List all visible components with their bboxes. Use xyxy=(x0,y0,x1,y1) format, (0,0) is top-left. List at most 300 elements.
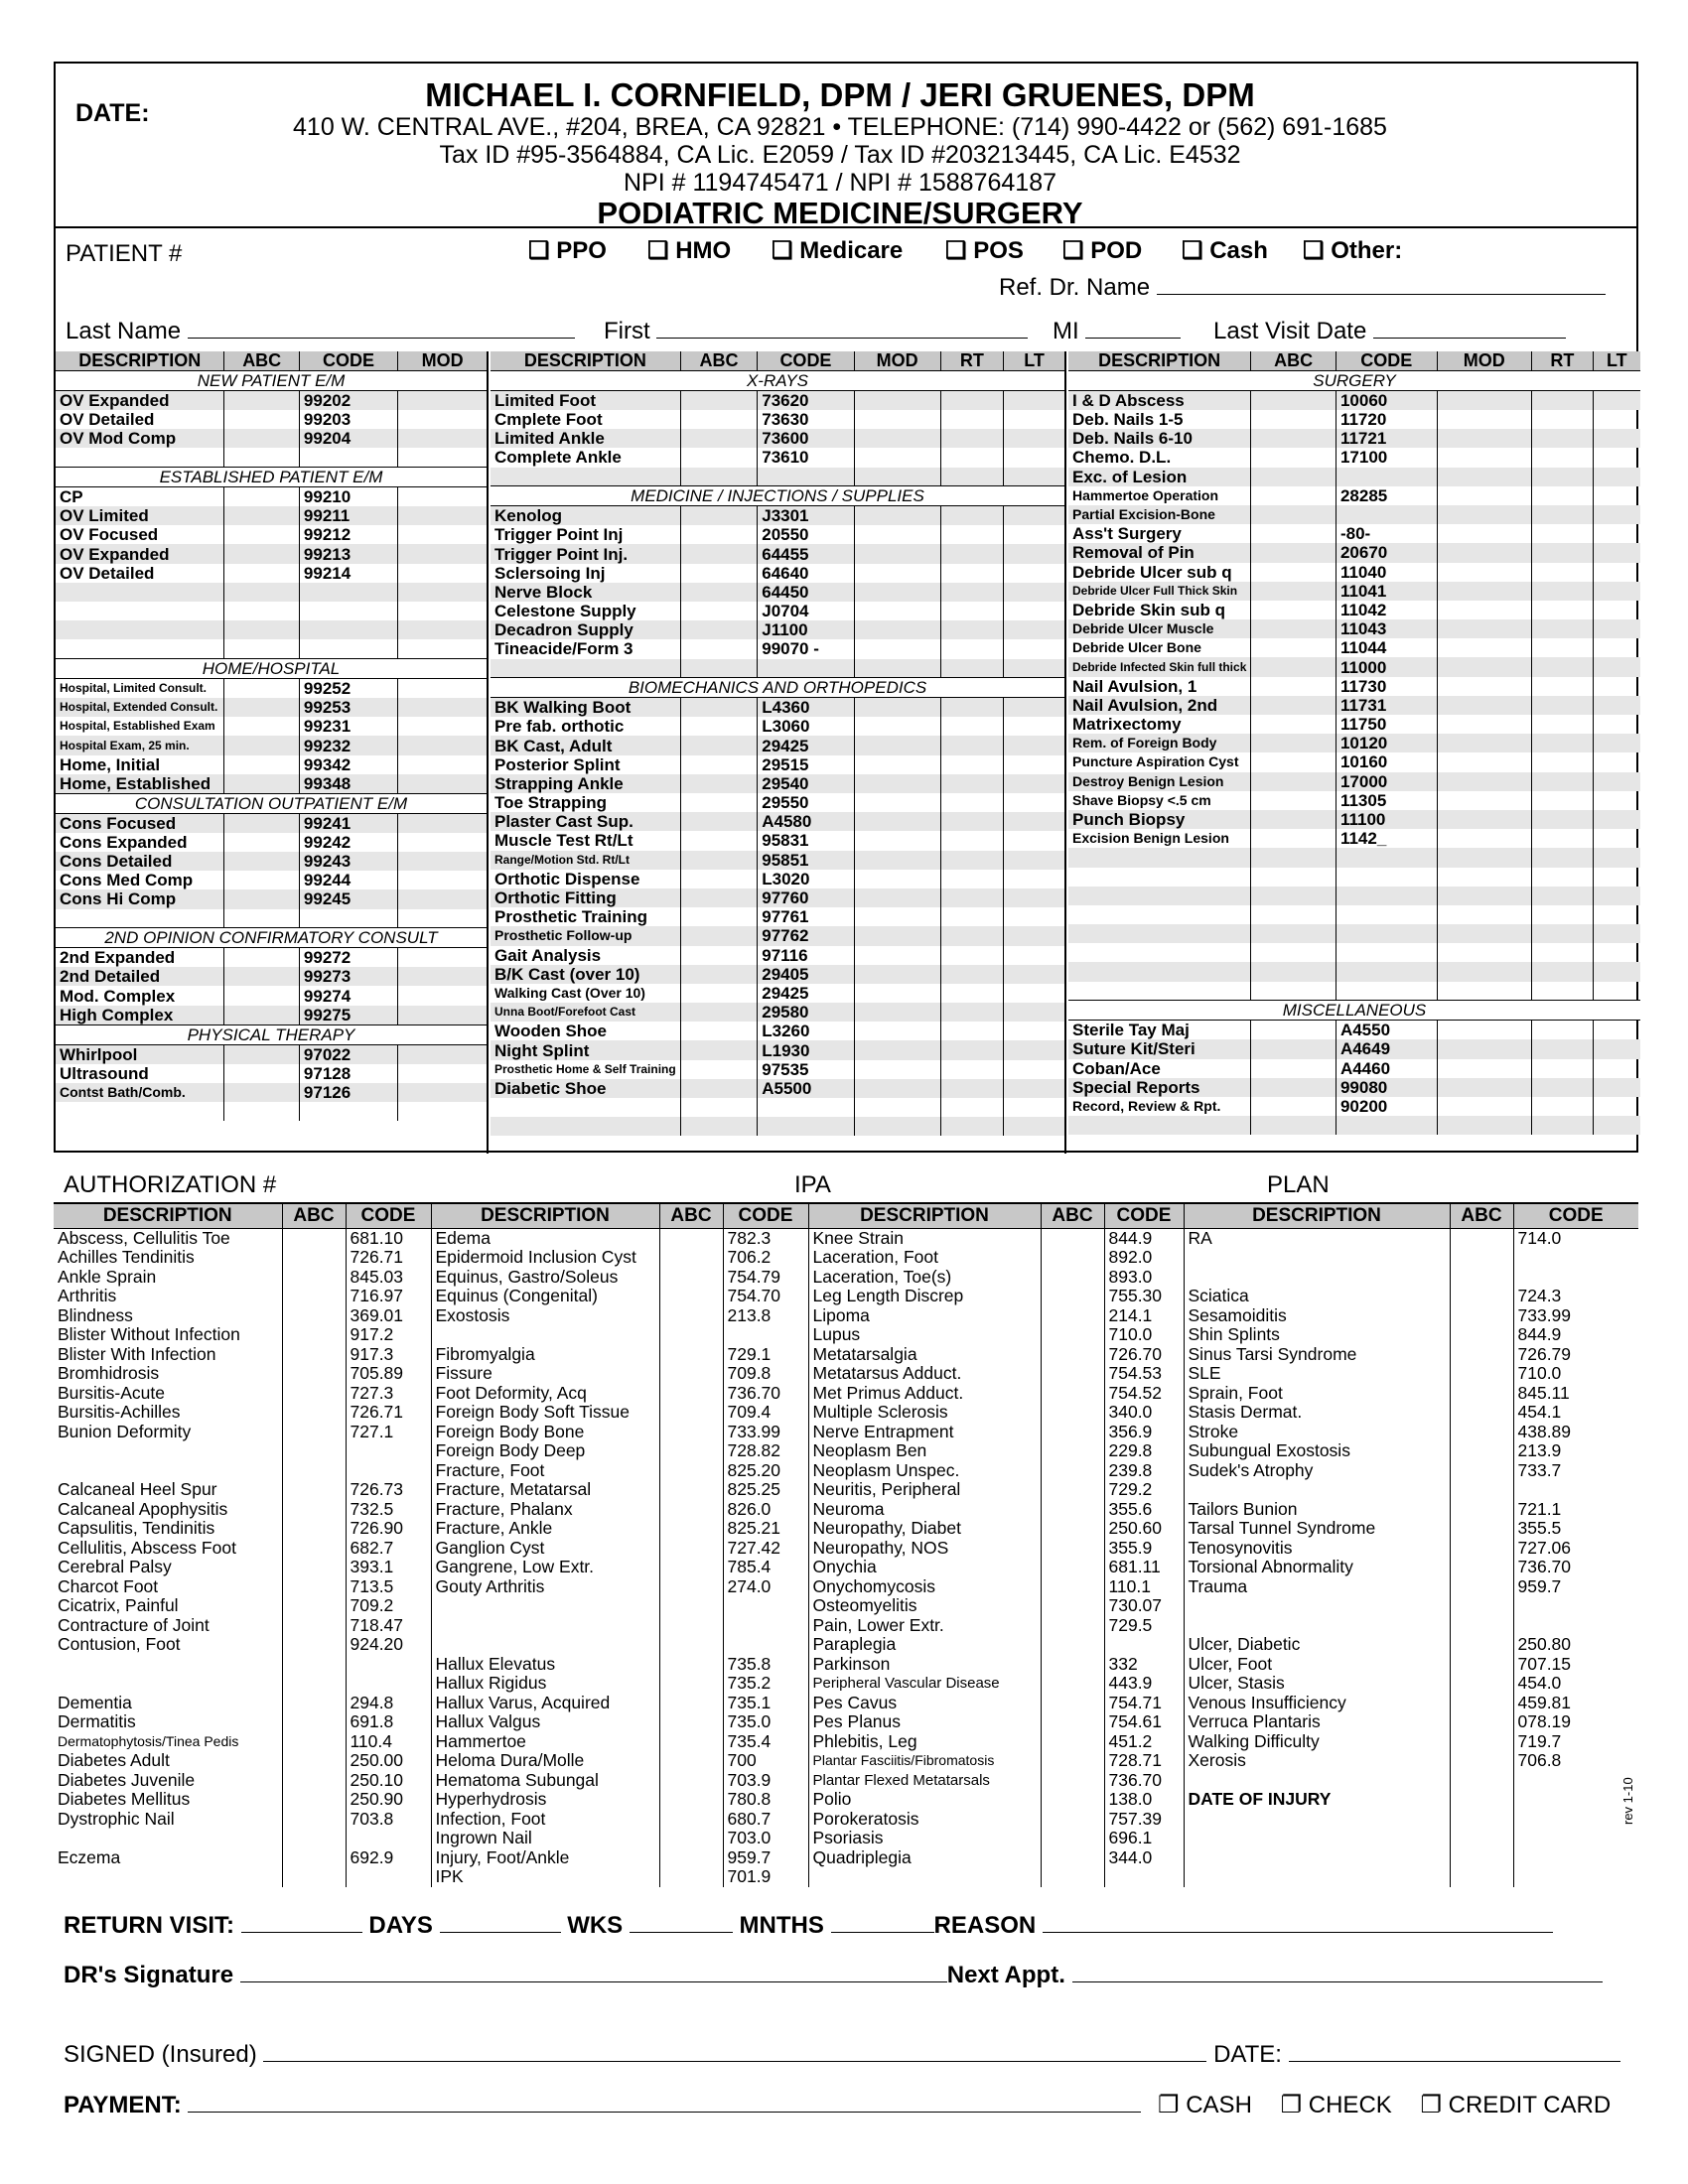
abc-cell[interactable] xyxy=(224,506,299,525)
abc-cell[interactable] xyxy=(680,793,758,812)
return-gap-field[interactable] xyxy=(831,1913,934,1933)
modifier-cell[interactable] xyxy=(398,410,487,429)
dx-abc-cell[interactable] xyxy=(282,1403,346,1423)
dx-abc-cell[interactable] xyxy=(282,1325,346,1345)
modifier-cell[interactable] xyxy=(1437,1021,1532,1040)
abc-cell[interactable] xyxy=(224,833,299,852)
abc-cell[interactable] xyxy=(1251,752,1336,771)
insurance-option-pos[interactable] xyxy=(945,236,1024,265)
modifier-cell[interactable] xyxy=(854,410,940,429)
dx-abc-cell[interactable] xyxy=(282,1848,346,1868)
modifier-cell[interactable] xyxy=(1532,638,1594,657)
abc-cell[interactable] xyxy=(224,639,299,658)
abc-cell[interactable] xyxy=(680,1022,758,1040)
modifier-cell[interactable] xyxy=(940,926,1003,945)
dx-abc-cell[interactable] xyxy=(282,1228,346,1248)
dx-abc-cell[interactable] xyxy=(1041,1480,1104,1500)
dx-abc-cell[interactable] xyxy=(659,1539,723,1559)
modifier-cell[interactable] xyxy=(940,1003,1003,1022)
modifier-cell[interactable] xyxy=(1593,1021,1640,1040)
authorization-field[interactable] xyxy=(64,1171,276,1199)
modifier-cell[interactable] xyxy=(940,907,1003,926)
abc-cell[interactable] xyxy=(680,564,758,583)
abc-cell[interactable] xyxy=(680,525,758,544)
abc-cell[interactable] xyxy=(224,448,299,467)
modifier-cell[interactable] xyxy=(1004,525,1064,544)
abc-cell[interactable] xyxy=(680,1040,758,1059)
dx-abc-cell[interactable] xyxy=(282,1480,346,1500)
modifier-cell[interactable] xyxy=(1593,638,1640,657)
dx-abc-cell[interactable] xyxy=(282,1558,346,1577)
modifier-cell[interactable] xyxy=(1004,717,1064,736)
abc-cell[interactable] xyxy=(680,888,758,907)
dx-abc-cell[interactable] xyxy=(659,1577,723,1597)
modifier-cell[interactable] xyxy=(1437,962,1532,981)
modifier-cell[interactable] xyxy=(854,659,940,678)
abc-cell[interactable] xyxy=(224,813,299,833)
modifier-cell[interactable] xyxy=(940,583,1003,602)
modifier-cell[interactable] xyxy=(1532,524,1594,543)
modifier-cell[interactable] xyxy=(854,583,940,602)
abc-cell[interactable] xyxy=(1251,448,1336,467)
dx-abc-cell[interactable] xyxy=(659,1248,723,1268)
modifier-cell[interactable] xyxy=(398,564,487,583)
modifier-cell[interactable] xyxy=(1004,965,1064,984)
modifier-cell[interactable] xyxy=(940,870,1003,888)
modifier-cell[interactable] xyxy=(854,1117,940,1136)
modifier-cell[interactable] xyxy=(1004,602,1064,620)
dx-abc-cell[interactable] xyxy=(1450,1577,1513,1597)
dx-abc-cell[interactable] xyxy=(282,1461,346,1481)
modifier-cell[interactable] xyxy=(1532,734,1594,752)
modifier-cell[interactable] xyxy=(1437,829,1532,848)
modifier-cell[interactable] xyxy=(940,812,1003,831)
abc-cell[interactable] xyxy=(680,468,758,486)
modifier-cell[interactable] xyxy=(1593,391,1640,411)
abc-cell[interactable] xyxy=(224,602,299,620)
dx-abc-cell[interactable] xyxy=(1041,1790,1104,1810)
dx-abc-cell[interactable] xyxy=(282,1732,346,1752)
abc-cell[interactable] xyxy=(1251,1097,1336,1116)
dx-abc-cell[interactable] xyxy=(1450,1674,1513,1694)
dx-abc-cell[interactable] xyxy=(282,1810,346,1830)
dx-abc-cell[interactable] xyxy=(1041,1635,1104,1655)
abc-cell[interactable] xyxy=(224,525,299,544)
modifier-cell[interactable] xyxy=(1532,543,1594,562)
checkbox-icon[interactable]: ❑ xyxy=(647,237,669,264)
modifier-cell[interactable] xyxy=(940,468,1003,486)
modifier-cell[interactable] xyxy=(1004,793,1064,812)
dx-abc-cell[interactable] xyxy=(282,1694,346,1713)
dx-abc-cell[interactable] xyxy=(659,1325,723,1345)
modifier-cell[interactable] xyxy=(1593,734,1640,752)
modifier-cell[interactable] xyxy=(1593,448,1640,467)
abc-cell[interactable] xyxy=(224,564,299,583)
modifier-cell[interactable] xyxy=(1437,905,1532,924)
modifier-cell[interactable] xyxy=(854,851,940,870)
modifier-cell[interactable] xyxy=(1532,677,1594,696)
modifier-cell[interactable] xyxy=(1437,524,1532,543)
modifier-cell[interactable] xyxy=(1532,924,1594,943)
dr-signature-field[interactable] xyxy=(240,1963,947,1982)
modifier-cell[interactable] xyxy=(1532,905,1594,924)
modifier-cell[interactable] xyxy=(398,1064,487,1083)
abc-cell[interactable] xyxy=(680,583,758,602)
modifier-cell[interactable] xyxy=(1532,505,1594,524)
modifier-cell[interactable] xyxy=(1437,391,1532,411)
dx-abc-cell[interactable] xyxy=(659,1287,723,1306)
abc-cell[interactable] xyxy=(224,717,299,736)
modifier-cell[interactable] xyxy=(398,986,487,1005)
dx-abc-cell[interactable] xyxy=(1041,1694,1104,1713)
abc-cell[interactable] xyxy=(680,1098,758,1117)
dx-abc-cell[interactable] xyxy=(1041,1712,1104,1732)
abc-cell[interactable] xyxy=(1251,1078,1336,1097)
abc-cell[interactable] xyxy=(680,984,758,1003)
dx-abc-cell[interactable] xyxy=(1450,1558,1513,1577)
dx-abc-cell[interactable] xyxy=(1450,1655,1513,1675)
dx-abc-cell[interactable] xyxy=(659,1345,723,1365)
dx-abc-cell[interactable] xyxy=(282,1539,346,1559)
modifier-cell[interactable] xyxy=(398,1083,487,1102)
modifier-cell[interactable] xyxy=(1437,887,1532,905)
modifier-cell[interactable] xyxy=(1437,410,1532,429)
dx-abc-cell[interactable] xyxy=(659,1519,723,1539)
dx-abc-cell[interactable] xyxy=(659,1751,723,1771)
modifier-cell[interactable] xyxy=(1532,657,1594,676)
abc-cell[interactable] xyxy=(224,487,299,507)
modifier-cell[interactable] xyxy=(940,774,1003,793)
modifier-cell[interactable] xyxy=(1004,1098,1064,1117)
modifier-cell[interactable] xyxy=(1593,982,1640,1001)
modifier-cell[interactable] xyxy=(1437,582,1532,601)
modifier-cell[interactable] xyxy=(1004,468,1064,486)
dx-abc-cell[interactable] xyxy=(282,1635,346,1655)
abc-cell[interactable] xyxy=(680,1117,758,1136)
abc-cell[interactable] xyxy=(224,583,299,602)
dx-abc-cell[interactable] xyxy=(659,1596,723,1616)
modifier-cell[interactable] xyxy=(940,965,1003,984)
modifier-cell[interactable] xyxy=(1532,1021,1594,1040)
dx-abc-cell[interactable] xyxy=(282,1771,346,1791)
check-checkbox-icon[interactable]: ❐ xyxy=(1280,2092,1303,2118)
modifier-cell[interactable] xyxy=(1593,752,1640,771)
modifier-cell[interactable] xyxy=(1593,563,1640,582)
abc-cell[interactable] xyxy=(224,1102,299,1121)
modifier-cell[interactable] xyxy=(1437,943,1532,962)
modifier-cell[interactable] xyxy=(1004,812,1064,831)
checkbox-icon[interactable]: ❑ xyxy=(1062,237,1084,264)
abc-cell[interactable] xyxy=(1251,1116,1336,1135)
modifier-cell[interactable] xyxy=(1437,429,1532,448)
modifier-cell[interactable] xyxy=(1593,924,1640,943)
abc-cell[interactable] xyxy=(1251,582,1336,601)
last-name-field[interactable] xyxy=(66,318,575,345)
modifier-cell[interactable] xyxy=(398,852,487,871)
modifier-cell[interactable] xyxy=(940,391,1003,411)
plan-field[interactable] xyxy=(1267,1171,1330,1199)
modifier-cell[interactable] xyxy=(940,1117,1003,1136)
modifier-cell[interactable] xyxy=(1437,505,1532,524)
abc-cell[interactable] xyxy=(224,698,299,717)
modifier-cell[interactable] xyxy=(1593,887,1640,905)
abc-cell[interactable] xyxy=(680,1060,758,1079)
insurance-option-medicare[interactable] xyxy=(772,236,903,265)
modifier-cell[interactable] xyxy=(1004,564,1064,583)
abc-cell[interactable] xyxy=(224,1064,299,1083)
modifier-cell[interactable] xyxy=(1004,926,1064,945)
modifier-cell[interactable] xyxy=(1593,715,1640,734)
modifier-cell[interactable] xyxy=(1532,1116,1594,1135)
modifier-cell[interactable] xyxy=(854,888,940,907)
dx-abc-cell[interactable] xyxy=(1450,1423,1513,1442)
checkbox-icon[interactable]: ❑ xyxy=(528,237,550,264)
dx-abc-cell[interactable] xyxy=(1450,1829,1513,1848)
modifier-cell[interactable] xyxy=(1437,715,1532,734)
modifier-cell[interactable] xyxy=(940,1060,1003,1079)
modifier-cell[interactable] xyxy=(1593,848,1640,867)
modifier-cell[interactable] xyxy=(1532,696,1594,715)
dx-abc-cell[interactable] xyxy=(1450,1345,1513,1365)
abc-cell[interactable] xyxy=(1251,829,1336,848)
abc-cell[interactable] xyxy=(1251,982,1336,1001)
checkbox-icon[interactable]: ❑ xyxy=(1303,237,1325,264)
modifier-cell[interactable] xyxy=(1004,907,1064,926)
dx-abc-cell[interactable] xyxy=(282,1712,346,1732)
modifier-cell[interactable] xyxy=(398,736,487,754)
modifier-cell[interactable] xyxy=(940,736,1003,754)
modifier-cell[interactable] xyxy=(1437,752,1532,771)
modifier-cell[interactable] xyxy=(398,755,487,774)
dx-abc-cell[interactable] xyxy=(1450,1364,1513,1384)
modifier-cell[interactable] xyxy=(1437,1116,1532,1135)
modifier-cell[interactable] xyxy=(854,525,940,544)
return-wks-field[interactable] xyxy=(440,1913,561,1933)
dx-abc-cell[interactable] xyxy=(282,1345,346,1365)
dx-abc-cell[interactable] xyxy=(659,1364,723,1384)
modifier-cell[interactable] xyxy=(1532,619,1594,638)
abc-cell[interactable] xyxy=(680,717,758,736)
modifier-cell[interactable] xyxy=(940,888,1003,907)
dx-abc-cell[interactable] xyxy=(659,1732,723,1752)
dx-abc-cell[interactable] xyxy=(1450,1306,1513,1326)
abc-cell[interactable] xyxy=(224,948,299,968)
modifier-cell[interactable] xyxy=(1532,1097,1594,1116)
dx-abc-cell[interactable] xyxy=(1450,1771,1513,1791)
modifier-cell[interactable] xyxy=(854,602,940,620)
dx-abc-cell[interactable] xyxy=(1450,1403,1513,1423)
modifier-cell[interactable] xyxy=(1593,429,1640,448)
abc-cell[interactable] xyxy=(224,871,299,889)
modifier-cell[interactable] xyxy=(398,429,487,448)
dx-abc-cell[interactable] xyxy=(282,1655,346,1675)
modifier-cell[interactable] xyxy=(1004,448,1064,467)
modifier-cell[interactable] xyxy=(398,833,487,852)
abc-cell[interactable] xyxy=(224,889,299,908)
modifier-cell[interactable] xyxy=(1593,410,1640,429)
modifier-cell[interactable] xyxy=(1532,410,1594,429)
dx-abc-cell[interactable] xyxy=(659,1867,723,1887)
modifier-cell[interactable] xyxy=(1593,677,1640,696)
abc-cell[interactable] xyxy=(1251,715,1336,734)
modifier-cell[interactable] xyxy=(854,984,940,1003)
modifier-cell[interactable] xyxy=(854,870,940,888)
modifier-cell[interactable] xyxy=(398,391,487,411)
modifier-cell[interactable] xyxy=(1593,772,1640,791)
modifier-cell[interactable] xyxy=(1004,755,1064,774)
modifier-cell[interactable] xyxy=(854,736,940,754)
modifier-cell[interactable] xyxy=(854,831,940,850)
modifier-cell[interactable] xyxy=(1532,791,1594,810)
cash-option[interactable] xyxy=(1158,2092,1252,2118)
dx-abc-cell[interactable] xyxy=(659,1306,723,1326)
modifier-cell[interactable] xyxy=(1593,943,1640,962)
dx-abc-cell[interactable] xyxy=(1450,1694,1513,1713)
modifier-cell[interactable] xyxy=(398,679,487,699)
modifier-cell[interactable] xyxy=(854,907,940,926)
credit-card-checkbox-icon[interactable]: ❐ xyxy=(1420,2092,1442,2118)
modifier-cell[interactable] xyxy=(398,909,487,928)
dx-abc-cell[interactable] xyxy=(1450,1325,1513,1345)
modifier-cell[interactable] xyxy=(940,544,1003,563)
modifier-cell[interactable] xyxy=(940,984,1003,1003)
abc-cell[interactable] xyxy=(224,774,299,794)
abc-cell[interactable] xyxy=(1251,505,1336,524)
modifier-cell[interactable] xyxy=(854,564,940,583)
dx-abc-cell[interactable] xyxy=(1041,1616,1104,1636)
modifier-cell[interactable] xyxy=(1437,468,1532,486)
modifier-cell[interactable] xyxy=(854,946,940,965)
modifier-cell[interactable] xyxy=(1532,848,1594,867)
modifier-cell[interactable] xyxy=(1004,506,1064,526)
abc-cell[interactable] xyxy=(680,659,758,678)
dx-abc-cell[interactable] xyxy=(1041,1403,1104,1423)
abc-cell[interactable] xyxy=(224,986,299,1005)
modifier-cell[interactable] xyxy=(854,1003,940,1022)
modifier-cell[interactable] xyxy=(1004,639,1064,658)
insurance-option-other[interactable] xyxy=(1303,236,1402,265)
dx-abc-cell[interactable] xyxy=(1041,1810,1104,1830)
abc-cell[interactable] xyxy=(680,620,758,639)
modifier-cell[interactable] xyxy=(854,1098,940,1117)
modifier-cell[interactable] xyxy=(1437,791,1532,810)
dx-abc-cell[interactable] xyxy=(1450,1790,1513,1810)
check-option[interactable] xyxy=(1281,2092,1392,2118)
dx-abc-cell[interactable] xyxy=(1041,1345,1104,1365)
abc-cell[interactable] xyxy=(1251,924,1336,943)
abc-cell[interactable] xyxy=(1251,657,1336,676)
modifier-cell[interactable] xyxy=(854,793,940,812)
modifier-cell[interactable] xyxy=(398,871,487,889)
cash-checkbox-icon[interactable]: ❐ xyxy=(1158,2092,1180,2118)
modifier-cell[interactable] xyxy=(1593,619,1640,638)
modifier-cell[interactable] xyxy=(1532,715,1594,734)
dx-abc-cell[interactable] xyxy=(1450,1384,1513,1404)
dx-abc-cell[interactable] xyxy=(282,1829,346,1848)
modifier-cell[interactable] xyxy=(854,448,940,467)
dx-abc-cell[interactable] xyxy=(659,1655,723,1675)
dx-abc-cell[interactable] xyxy=(282,1441,346,1461)
abc-cell[interactable] xyxy=(1251,468,1336,486)
dx-abc-cell[interactable] xyxy=(1450,1596,1513,1616)
dx-abc-cell[interactable] xyxy=(659,1228,723,1248)
modifier-cell[interactable] xyxy=(1437,1059,1532,1078)
modifier-cell[interactable] xyxy=(1593,1039,1640,1058)
signed-date-field[interactable] xyxy=(1289,2042,1620,2062)
abc-cell[interactable] xyxy=(680,851,758,870)
modifier-cell[interactable] xyxy=(1437,601,1532,619)
abc-cell[interactable] xyxy=(224,1006,299,1025)
abc-cell[interactable] xyxy=(680,926,758,945)
abc-cell[interactable] xyxy=(224,967,299,986)
modifier-cell[interactable] xyxy=(1004,1060,1064,1079)
modifier-cell[interactable] xyxy=(1593,505,1640,524)
modifier-cell[interactable] xyxy=(1532,563,1594,582)
dx-abc-cell[interactable] xyxy=(282,1867,346,1887)
modifier-cell[interactable] xyxy=(1004,583,1064,602)
modifier-cell[interactable] xyxy=(1004,410,1064,429)
insurance-option-ppo[interactable] xyxy=(528,236,607,265)
abc-cell[interactable] xyxy=(224,909,299,928)
dx-abc-cell[interactable] xyxy=(659,1674,723,1694)
abc-cell[interactable] xyxy=(1251,887,1336,905)
modifier-cell[interactable] xyxy=(940,410,1003,429)
abc-cell[interactable] xyxy=(1251,696,1336,715)
dx-abc-cell[interactable] xyxy=(659,1441,723,1461)
dx-abc-cell[interactable] xyxy=(1041,1829,1104,1848)
modifier-cell[interactable] xyxy=(1532,1059,1594,1078)
modifier-cell[interactable] xyxy=(1004,774,1064,793)
modifier-cell[interactable] xyxy=(1437,810,1532,829)
checkbox-icon[interactable]: ❑ xyxy=(772,237,793,264)
modifier-cell[interactable] xyxy=(1004,870,1064,888)
modifier-cell[interactable] xyxy=(1004,429,1064,448)
modifier-cell[interactable] xyxy=(1437,1078,1532,1097)
dx-abc-cell[interactable] xyxy=(659,1384,723,1404)
dx-abc-cell[interactable] xyxy=(659,1461,723,1481)
dx-abc-cell[interactable] xyxy=(1041,1539,1104,1559)
dx-abc-cell[interactable] xyxy=(1041,1596,1104,1616)
abc-cell[interactable] xyxy=(1251,677,1336,696)
dx-abc-cell[interactable] xyxy=(282,1616,346,1636)
modifier-cell[interactable] xyxy=(1593,1097,1640,1116)
modifier-cell[interactable] xyxy=(1532,752,1594,771)
abc-cell[interactable] xyxy=(1251,1021,1336,1040)
modifier-cell[interactable] xyxy=(1437,448,1532,467)
modifier-cell[interactable] xyxy=(854,1040,940,1059)
modifier-cell[interactable] xyxy=(854,544,940,563)
dx-abc-cell[interactable] xyxy=(1041,1771,1104,1791)
dx-abc-cell[interactable] xyxy=(1041,1500,1104,1520)
abc-cell[interactable] xyxy=(680,544,758,563)
dx-abc-cell[interactable] xyxy=(1041,1287,1104,1306)
dx-abc-cell[interactable] xyxy=(659,1694,723,1713)
abc-cell[interactable] xyxy=(1251,638,1336,657)
reason-field[interactable] xyxy=(1043,1913,1553,1933)
modifier-cell[interactable] xyxy=(398,506,487,525)
insurance-option-cash[interactable] xyxy=(1182,236,1268,265)
modifier-cell[interactable] xyxy=(1532,1039,1594,1058)
modifier-cell[interactable] xyxy=(1532,468,1594,486)
abc-cell[interactable] xyxy=(1251,563,1336,582)
credit-card-option[interactable] xyxy=(1420,2092,1611,2118)
insurance-option-hmo[interactable] xyxy=(647,236,731,265)
dx-abc-cell[interactable] xyxy=(659,1558,723,1577)
modifier-cell[interactable] xyxy=(940,717,1003,736)
abc-cell[interactable] xyxy=(224,679,299,699)
modifier-cell[interactable] xyxy=(1593,1116,1640,1135)
modifier-cell[interactable] xyxy=(1004,544,1064,563)
